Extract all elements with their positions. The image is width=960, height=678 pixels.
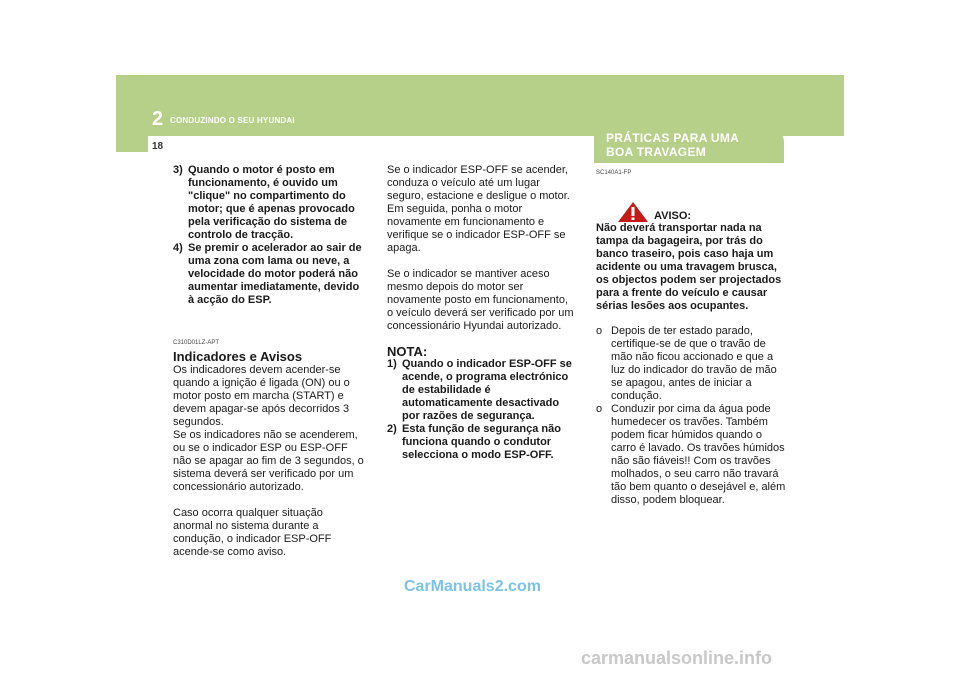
- header-band-tail: [116, 136, 148, 152]
- warning-triangle-icon: [618, 202, 648, 222]
- nota-label: NOTA:: [387, 344, 428, 359]
- section-code: SC140A1-FP: [596, 170, 632, 176]
- list-item: [173, 242, 364, 307]
- list-item-number: 4): [173, 242, 183, 254]
- paragraph: Em seguida, ponha o motor novamente em funcionamento e verifique se o indicador ESP-OFF se apaga.: [387, 203, 566, 254]
- list-item: [596, 403, 786, 507]
- list-item-text: Quando o motor é posto em funcionamento, é ouvido um "clique" no compartimento do motor; que é apenas provocado pela verificação do sistema de controlo de tracção.: [188, 164, 355, 241]
- section-code: C310D01LZ-APT: [173, 340, 220, 346]
- list-item: [387, 358, 575, 423]
- list-item: [173, 164, 364, 242]
- watermark-carmanualsonline[interactable]: carmanualsonline.info: [581, 648, 773, 668]
- paragraph: Os indicadores devem acender-se quando a ignição é ligada (ON) ou o motor posto em marcha (START) e devem apagar-se após decorridos 3 segundos.: [173, 364, 350, 428]
- column-middle: [387, 164, 575, 462]
- column-left: [173, 164, 364, 559]
- warning-text: Não deverá transportar nada na tampa da bagageira, por trás do banco traseiro, pois caso haja um acidente ou uma travagem brusca, os objectos podem ser projectados para a frente do veículo e causar sérias lesões aos ocupantes.: [596, 222, 782, 312]
- list-item-number: 2): [387, 423, 397, 435]
- list-item-bullet: o: [596, 325, 603, 337]
- section-heading: Indicadores e Avisos: [173, 349, 303, 364]
- list-item-number: 3): [173, 164, 183, 176]
- paragraph: Se os indicadores não se acenderem, ou se o indicador ESP ou ESP-OFF não se apagar ao fim de 3 segundos, o sistema deverá ser verificado por um concessionário autorizado.: [173, 429, 364, 493]
- list-item-number: 1): [387, 358, 397, 370]
- nota-list: [387, 358, 575, 462]
- section-tab-title: [606, 131, 739, 159]
- warning-box: [596, 202, 786, 310]
- list-item-bullet: o: [596, 403, 603, 415]
- bullet-list: [596, 325, 786, 507]
- list-item-text: Depois de ter estado parado, certifique-se de que o travão de mão não ficou accionado e que a luz do indicador do travão de mão se apagou, antes de iniciar a condução.: [611, 325, 777, 402]
- page-number: 18: [152, 141, 164, 152]
- header-band: [116, 75, 844, 136]
- list-item-text: Esta função de segurança não funciona quando o condutor selecciona o modo ESP-OFF.: [402, 423, 561, 461]
- watermark-carmanuals2[interactable]: CarManuals2.com: [404, 578, 541, 595]
- numbered-list: [173, 164, 364, 307]
- paragraph: Caso ocorra qualquer situação anormal no sistema durante a condução, o indicador ESP-OFF acende-se como aviso.: [173, 507, 332, 558]
- section-tab-line1: PRÁTICAS PARA UMA: [606, 131, 740, 145]
- paragraph: Se o indicador se mantiver aceso mesmo depois do motor ser novamente posto em funcionamento, o veículo deverá ser verificado por um concessionário Hyundai autorizado.: [387, 268, 574, 332]
- list-item: [387, 423, 575, 462]
- list-item-text: Conduzir por cima da água pode humedecer os travões. Também podem ficar húmidos quando o carro é lavado. Os travões húmidos não são fiáveis!! Com os travões molhados, o seu carro não travará tão bem quanto o desejável e, além disso, podem bloquear.: [611, 403, 786, 506]
- chapter-title: CONDUZINDO O SEU HYUNDAI: [170, 116, 295, 125]
- warning-label: AVISO:: [654, 210, 692, 222]
- section-tab-line2: BOA TRAVAGEM: [606, 145, 707, 159]
- chapter-number: 2: [152, 108, 164, 130]
- column-right: [596, 167, 786, 180]
- paragraph: Se o indicador ESP-OFF se acender, conduza o veículo até um lugar seguro, estacione e desligue o motor.: [387, 164, 570, 202]
- list-item-text: Se premir o acelerador ao sair de uma zona com lama ou neve, a velocidade do motor poderá não aumentar imediatamente, devido à acção do ESP.: [188, 242, 362, 306]
- list-item: [596, 325, 786, 403]
- list-item-text: Quando o indicador ESP-OFF se acende, o programa electrónico de estabilidade é automaticamente desactivado por razões de segurança.: [402, 358, 572, 422]
